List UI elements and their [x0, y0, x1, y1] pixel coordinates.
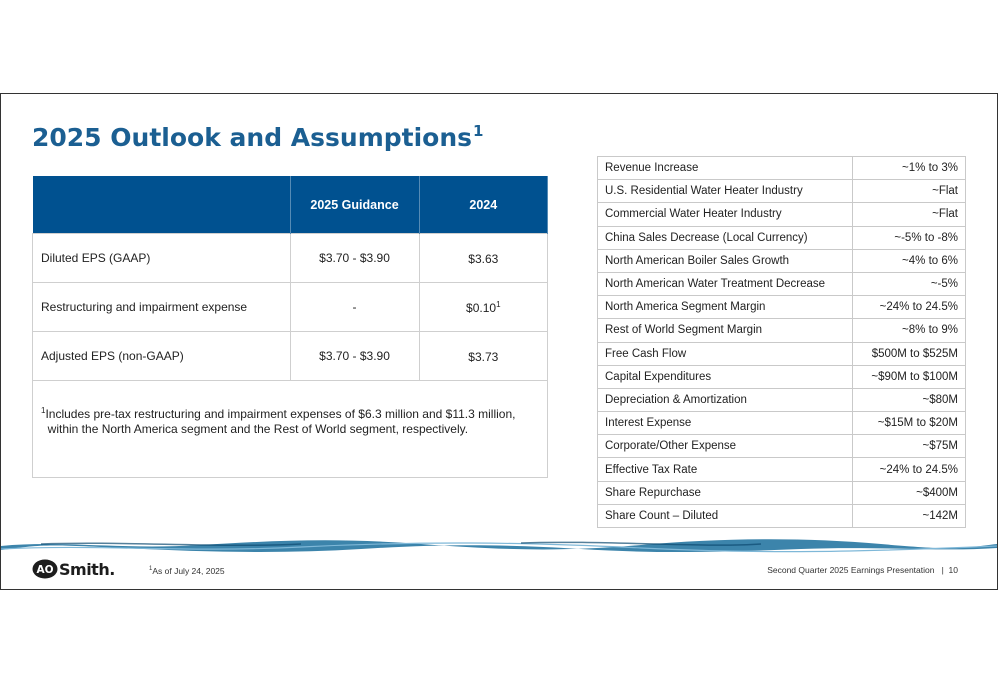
table-row	[598, 504, 966, 527]
assumption-label: Revenue Increase	[598, 157, 853, 180]
assumption-value: ~142M	[853, 504, 966, 527]
table-row	[598, 435, 966, 458]
table-row	[598, 458, 966, 481]
table-footnote: $^1$Includes pre-tax restructuring and impairment expenses of $6.3 million and $11.3 million, within the North America segment and the Rest of World segment, respectively.	[33, 381, 548, 478]
assumption-value: ~1% to 3%	[853, 157, 966, 180]
assumption-label: North America Segment Margin	[598, 296, 853, 319]
guidance-value: -	[290, 283, 419, 332]
prior-value: $3.63	[419, 234, 547, 283]
table-row	[598, 365, 966, 388]
table-row	[598, 226, 966, 249]
table-row	[33, 283, 548, 332]
assumption-label: Corporate/Other Expense	[598, 435, 853, 458]
row-label: Diluted EPS (GAAP)	[33, 234, 291, 283]
prior-value: $3.73	[419, 332, 547, 381]
assumption-value: ~$80M	[853, 388, 966, 411]
table-row	[598, 412, 966, 435]
assumption-value: ~$75M	[853, 435, 966, 458]
table-row	[598, 296, 966, 319]
assumption-label: Depreciation & Amortization	[598, 388, 853, 411]
header-cell-blank	[33, 176, 291, 234]
table-row	[598, 180, 966, 203]
assumption-value: ~24% to 24.5%	[853, 458, 966, 481]
page-number: 10	[948, 565, 958, 575]
assumption-value: ~8% to 9%	[853, 319, 966, 342]
table-row	[598, 319, 966, 342]
table-header-row	[33, 176, 548, 234]
eps-guidance-table	[32, 176, 548, 478]
table-row	[33, 234, 548, 283]
water-wave-divider	[1, 532, 997, 558]
assumption-value: ~$400M	[853, 481, 966, 504]
company-logo	[32, 559, 115, 579]
ao-logo-icon	[32, 559, 58, 579]
assumption-value: ~$90M to $100M	[853, 365, 966, 388]
assumption-label: China Sales Decrease (Local Currency)	[598, 226, 853, 249]
footnote-marker: 1	[496, 299, 501, 309]
table-row	[598, 388, 966, 411]
assumption-value: ~4% to 6%	[853, 249, 966, 272]
assumption-label: Interest Expense	[598, 412, 853, 435]
row-label: Adjusted EPS (non-GAAP)	[33, 332, 291, 381]
table-note-row	[33, 381, 548, 478]
page-title: 2025 Outlook and Assumptions$^1$	[32, 122, 484, 152]
assumption-value: ~$15M to $20M	[853, 412, 966, 435]
assumption-value: ~Flat	[853, 180, 966, 203]
assumptions-table	[597, 156, 966, 528]
assumption-label: Rest of World Segment Margin	[598, 319, 853, 342]
table-row	[33, 332, 548, 381]
header-cell-2024: 2024	[419, 176, 547, 234]
table-row	[598, 157, 966, 180]
assumption-value: ~Flat	[853, 203, 966, 226]
guidance-value: $3.70 - $3.90	[290, 332, 419, 381]
assumption-label: North American Water Treatment Decrease	[598, 272, 853, 295]
assumption-label: Share Count – Diluted	[598, 504, 853, 527]
table-row	[598, 272, 966, 295]
svg-text:AO: AO	[36, 564, 54, 576]
logo-wordmark: Smith.	[59, 559, 115, 579]
assumption-label: Capital Expenditures	[598, 365, 853, 388]
table-row	[598, 342, 966, 365]
assumption-value: $500M to $525M	[853, 342, 966, 365]
assumption-label: Commercial Water Heater Industry	[598, 203, 853, 226]
guidance-value: $3.70 - $3.90	[290, 234, 419, 283]
assumption-label: U.S. Residential Water Heater Industry	[598, 180, 853, 203]
row-label: Restructuring and impairment expense	[33, 283, 291, 332]
header-cell-guidance: 2025 Guidance	[290, 176, 419, 234]
assumption-label: Effective Tax Rate	[598, 458, 853, 481]
assumption-value: ~-5%	[853, 272, 966, 295]
footer-presentation-label: Second Quarter 2025 Earnings Presentation | 10	[767, 565, 958, 575]
assumption-value: ~24% to 24.5%	[853, 296, 966, 319]
assumption-label: Share Repurchase	[598, 481, 853, 504]
table-row	[598, 203, 966, 226]
table-row	[598, 249, 966, 272]
title-footnote-marker: 1	[473, 122, 484, 140]
slide	[0, 93, 998, 590]
assumption-label: North American Boiler Sales Growth	[598, 249, 853, 272]
assumption-value: ~-5% to -8%	[853, 226, 966, 249]
prior-value: $0.10$^1$	[419, 283, 547, 332]
table-row	[598, 481, 966, 504]
assumption-label: Free Cash Flow	[598, 342, 853, 365]
footer-note: $^1$As of July 24, 2025	[149, 566, 225, 576]
